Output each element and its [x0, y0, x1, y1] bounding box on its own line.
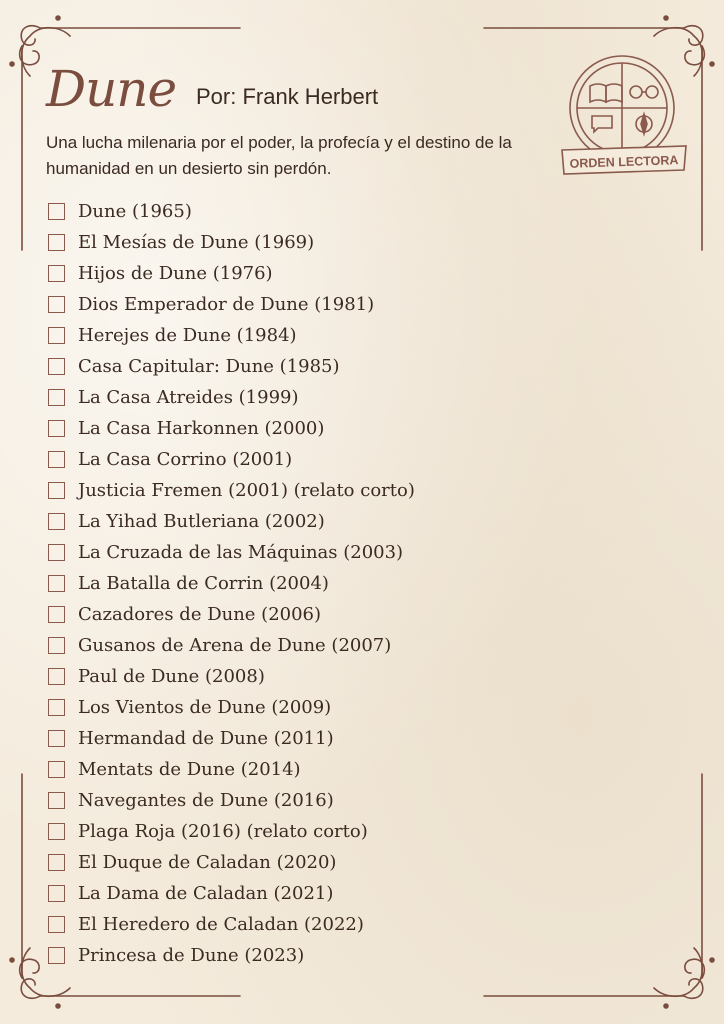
list-item	[48, 723, 415, 754]
list-item	[48, 661, 415, 692]
checkbox[interactable]	[48, 513, 65, 530]
checkbox[interactable]	[48, 637, 65, 654]
checkbox[interactable]	[48, 451, 65, 468]
checkbox[interactable]	[48, 327, 65, 344]
checkbox[interactable]	[48, 234, 65, 251]
checkbox[interactable]	[48, 823, 65, 840]
checkbox[interactable]	[48, 358, 65, 375]
checkbox[interactable]	[48, 606, 65, 623]
checkbox[interactable]	[48, 854, 65, 871]
list-item	[48, 754, 415, 785]
list-item	[48, 537, 415, 568]
list-item	[48, 382, 415, 413]
book-checklist	[48, 196, 415, 971]
list-item	[48, 475, 415, 506]
book-title: Mentats de Dune (2014)	[78, 759, 301, 780]
checkbox[interactable]	[48, 699, 65, 716]
list-item	[48, 599, 415, 630]
list-item	[48, 816, 415, 847]
checkbox[interactable]	[48, 296, 65, 313]
list-item	[48, 351, 415, 382]
list-item	[48, 630, 415, 661]
list-item	[48, 444, 415, 475]
book-title: La Yihad Butleriana (2002)	[78, 511, 325, 532]
book-title: La Casa Harkonnen (2000)	[78, 418, 325, 439]
book-title: Princesa de Dune (2023)	[78, 945, 305, 966]
book-title: Los Vientos de Dune (2009)	[78, 697, 332, 718]
book-title: Hijos de Dune (1976)	[78, 263, 273, 284]
book-title: Cazadores de Dune (2006)	[78, 604, 322, 625]
book-title: El Heredero de Caladan (2022)	[78, 914, 364, 935]
checkbox[interactable]	[48, 885, 65, 902]
book-title: Plaga Roja (2016) (relato corto)	[78, 821, 368, 842]
book-title: La Casa Atreides (1999)	[78, 387, 299, 408]
list-item	[48, 940, 415, 971]
list-item	[48, 692, 415, 723]
book-title: La Dama de Caladan (2021)	[78, 883, 334, 904]
book-title: La Cruzada de las Máquinas (2003)	[78, 542, 404, 563]
checkbox[interactable]	[48, 544, 65, 561]
book-title: Casa Capitular: Dune (1985)	[78, 356, 340, 377]
orden-lectora-logo	[560, 52, 690, 182]
description: Una lucha milenaria por el poder, la profecía y el destino de la humanidad en un desierto sin perdón.	[46, 133, 512, 178]
book-title: Gusanos de Arena de Dune (2007)	[78, 635, 392, 656]
checkbox[interactable]	[48, 575, 65, 592]
checkbox[interactable]	[48, 916, 65, 933]
book-title: Paul de Dune (2008)	[78, 666, 265, 687]
logo-text: ORDEN LECTORA	[569, 153, 679, 171]
list-item	[48, 289, 415, 320]
book-title: Navegantes de Dune (2016)	[78, 790, 334, 811]
list-item	[48, 506, 415, 537]
checkbox[interactable]	[48, 389, 65, 406]
list-item	[48, 847, 415, 878]
list-item	[48, 878, 415, 909]
book-title: Dune (1965)	[78, 201, 192, 222]
list-item	[48, 413, 415, 444]
checkbox[interactable]	[48, 420, 65, 437]
list-item	[48, 227, 415, 258]
author-line: Por: Frank Herbert	[196, 84, 379, 109]
list-item	[48, 909, 415, 940]
checkbox[interactable]	[48, 792, 65, 809]
book-title: La Batalla de Corrin (2004)	[78, 573, 329, 594]
book-title: El Mesías de Dune (1969)	[78, 232, 315, 253]
checkbox[interactable]	[48, 482, 65, 499]
list-item	[48, 568, 415, 599]
book-title: La Casa Corrino (2001)	[78, 449, 293, 470]
book-title: El Duque de Caladan (2020)	[78, 852, 337, 873]
list-item	[48, 258, 415, 289]
checkbox[interactable]	[48, 668, 65, 685]
book-title: Dios Emperador de Dune (1981)	[78, 294, 375, 315]
list-item	[48, 196, 415, 227]
checkbox[interactable]	[48, 203, 65, 220]
list-item	[48, 320, 415, 351]
book-title: Herejes de Dune (1984)	[78, 325, 297, 346]
book-title: Hermandad de Dune (2011)	[78, 728, 334, 749]
checkbox[interactable]	[48, 947, 65, 964]
page-title: Dune	[46, 60, 177, 118]
checkbox[interactable]	[48, 730, 65, 747]
checkbox[interactable]	[48, 761, 65, 778]
checkbox[interactable]	[48, 265, 65, 282]
book-title: Justicia Fremen (2001) (relato corto)	[78, 480, 415, 501]
list-item	[48, 785, 415, 816]
